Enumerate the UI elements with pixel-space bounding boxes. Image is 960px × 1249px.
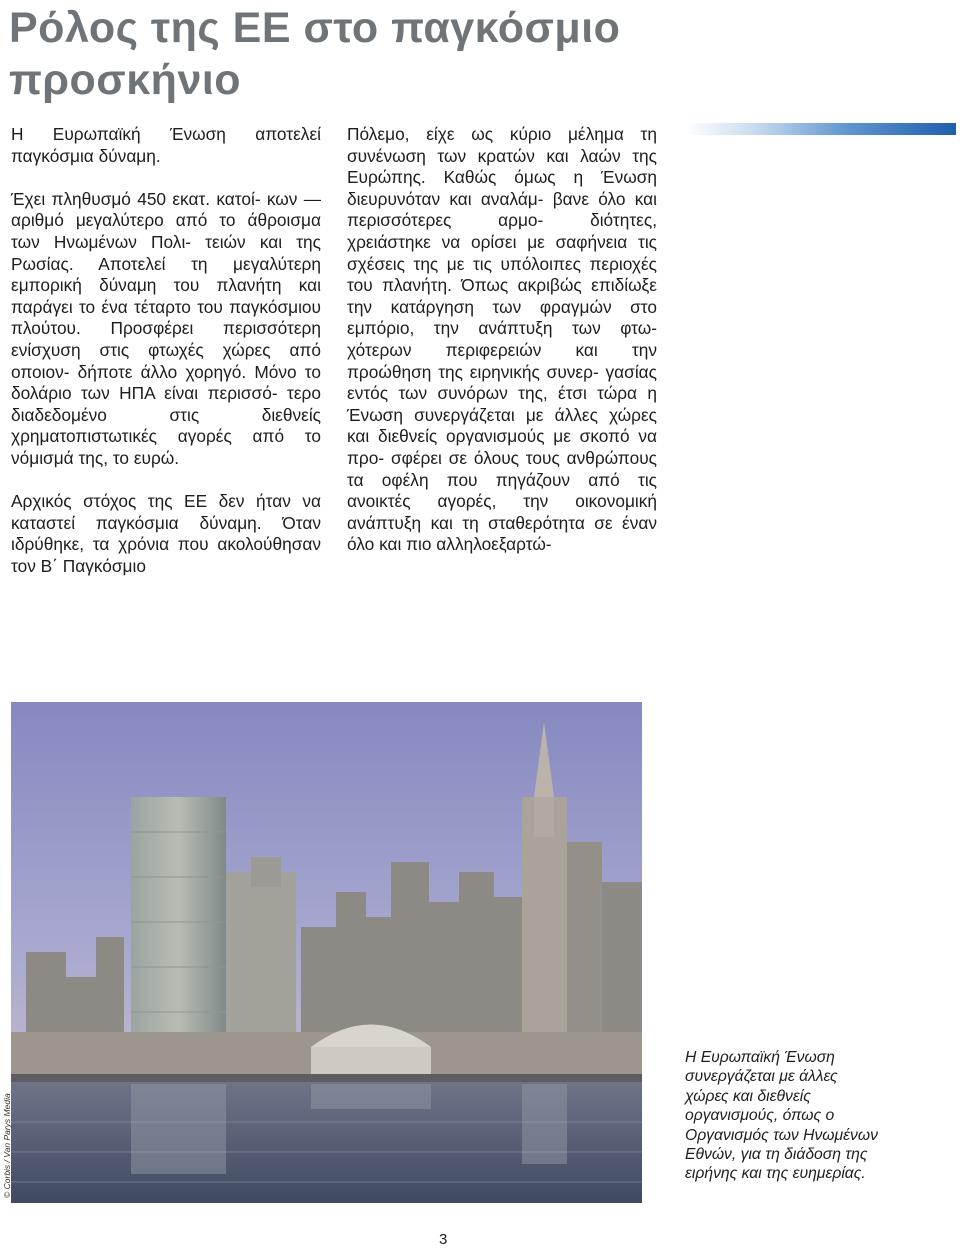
paragraph: Η Ευρωπαϊκή Ένωση αποτελεί παγκόσμια δύναμη. [11, 124, 321, 166]
photo-credit-text: © Corbis / Van Parys Media [2, 1093, 12, 1198]
paragraph: Έχει πληθυσμό 450 εκατ. κατοί- κων — αριθμό μεγαλύτερο από το άθροισμα των Ηνωμένων Πολι- τειών και της Ρωσίας. Αποτελεί τη μεγαλύτερη εμπορική δύναμη του πλανήτη και παράγει το ένα τέταρτο του παγκόσμιου πλούτου. Προσφέρει περισσότερη ενίσχυση στις φτωχές χώρες από οποιον- δήποτε άλλο χορηγό. Μόνο το δολάριο των ΗΠΑ είναι περισσό- τερο διαδεδομένο στις διεθνείς χρηματοπιστωτικές αγορές από το νόμισμά της, το ευρώ. [11, 188, 321, 468]
photo-caption: Η Ευρωπαϊκή Ένωση συνεργάζεται με άλλες χώρες και διεθνείς οργανισμούς, όπως ο Οργανισμός των Ηνωμένων Εθνών, για τη διάδοση της ειρήνης και της ευημερίας. [685, 1049, 878, 1183]
decorative-gradient-bar [686, 123, 956, 135]
paragraph: Αρχικός στόχος της ΕΕ δεν ήταν να καταστεί παγκόσμια δύναμη. Όταν ιδρύθηκε, τα χρόνια που ακολούθησαν τον Β΄ Παγκόσμιο [11, 491, 321, 576]
paragraph: Πόλεμο, είχε ως κύριο μέλημα τη συνένωση των κρατών και λαών της Ευρώπης. Καθώς όμως η Ένωση διευρυνόταν και αναλάμ- βανε όλο και περισσότερες αρμο- διότητες, χρειάστηκε να ορίσει με σαφήνεια τις σχέσεις της με τις υπόλοιπες περιοχές του πλανήτη. Όπως ακριβώς επιδίωξε την κατάργηση των φραγμών στο εμπόριο, την ανάπτυξη των φτω- χότερων περιφερειών και την προώθηση της ειρηνικής συνερ- γασίας εντός των συνόρων της, έτσι τώρα η Ένωση συνεργάζεται με άλλες χώρες και διεθνείς οργανισμούς με σκοπό να προ- σφέρει σε όλους τους ανθρώπους τα οφέλη που πηγάζουν από τις ανοικτές αγορές, την οικονομική ανάπτυξη και τη σταθερότητα σε έναν όλο και πιο αλληλοεξαρτώ- [347, 124, 657, 555]
right-column [347, 124, 657, 556]
photo-credit [0, 1070, 12, 1200]
skyline-illustration [11, 702, 642, 1203]
left-column [11, 124, 321, 577]
un-headquarters-photo [11, 702, 642, 1203]
page-title: Ρόλος της ΕΕ στο παγκόσμιο προσκήνιο [9, 4, 621, 104]
page-number: 3 [439, 1231, 448, 1248]
